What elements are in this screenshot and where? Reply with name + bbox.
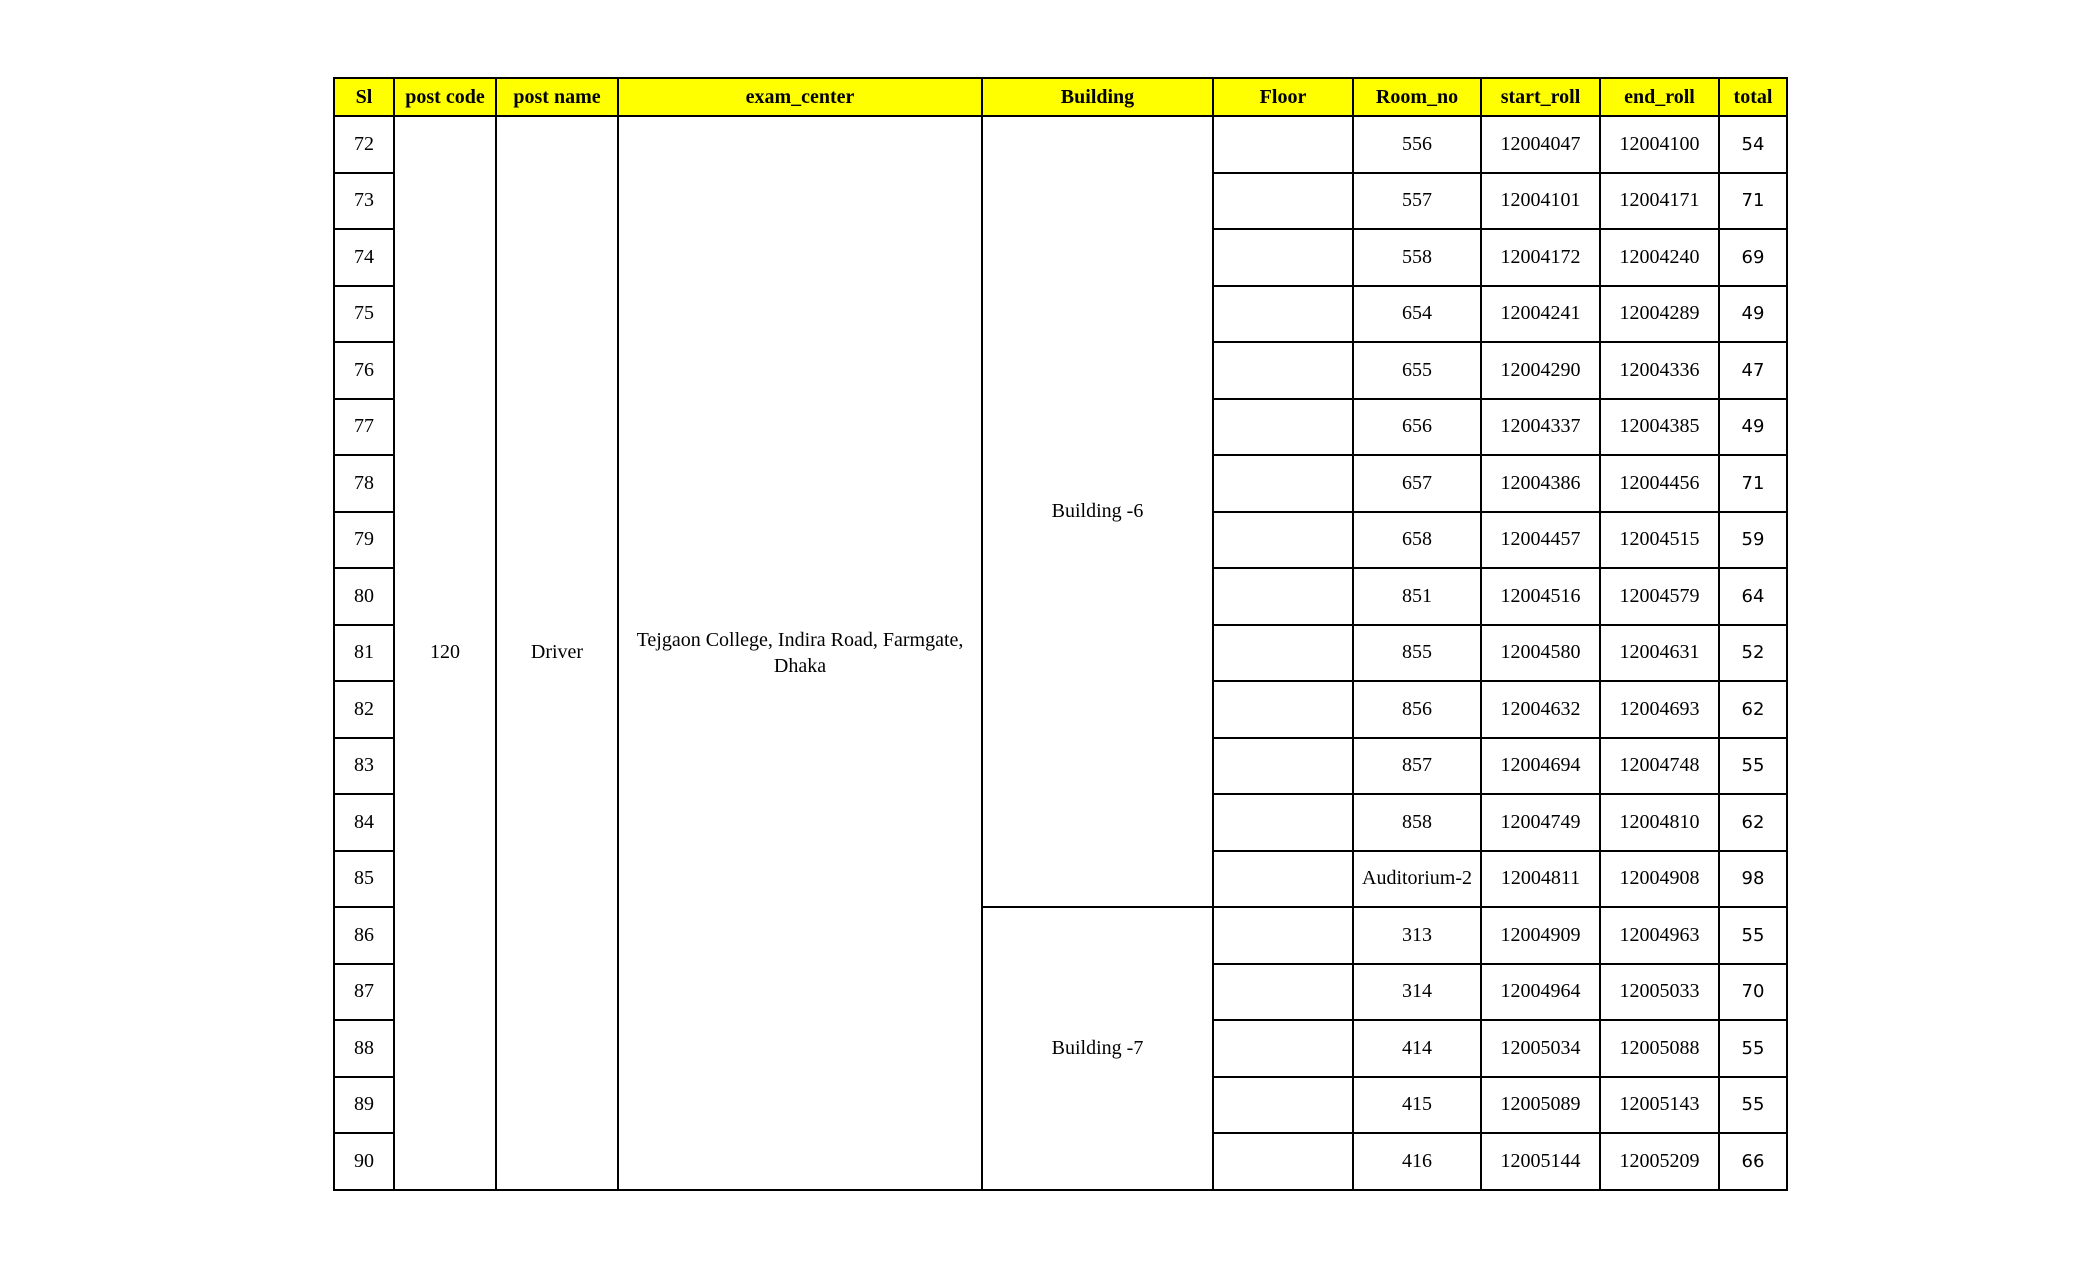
start-roll-cell: 12004516 bbox=[1481, 568, 1600, 625]
start-roll-cell: 12004101 bbox=[1481, 173, 1600, 230]
total-cell: 54 bbox=[1719, 116, 1787, 173]
header-room-no: Room_no bbox=[1353, 78, 1481, 116]
sl-cell: 75 bbox=[334, 286, 394, 343]
sl-cell: 82 bbox=[334, 681, 394, 738]
start-roll-cell: 12004694 bbox=[1481, 738, 1600, 795]
total-cell: 52 bbox=[1719, 625, 1787, 682]
end-roll-cell: 12004579 bbox=[1600, 568, 1719, 625]
room-no-cell: 415 bbox=[1353, 1077, 1481, 1134]
floor-cell bbox=[1213, 455, 1353, 512]
start-roll-cell: 12005034 bbox=[1481, 1020, 1600, 1077]
room-no-cell: 856 bbox=[1353, 681, 1481, 738]
room-no-cell: 654 bbox=[1353, 286, 1481, 343]
end-roll-cell: 12004240 bbox=[1600, 229, 1719, 286]
post-name-cell: Driver bbox=[496, 116, 618, 1190]
room-no-cell: 556 bbox=[1353, 116, 1481, 173]
building-cell: Building -6 bbox=[982, 116, 1213, 907]
room-no-cell: 855 bbox=[1353, 625, 1481, 682]
floor-cell bbox=[1213, 794, 1353, 851]
total-cell: 55 bbox=[1719, 738, 1787, 795]
total-cell: 70 bbox=[1719, 964, 1787, 1021]
sl-cell: 81 bbox=[334, 625, 394, 682]
room-no-cell: 857 bbox=[1353, 738, 1481, 795]
total-cell: 49 bbox=[1719, 399, 1787, 456]
post-code-cell: 120 bbox=[394, 116, 496, 1190]
room-no-cell: Auditorium-2 bbox=[1353, 851, 1481, 908]
sl-cell: 88 bbox=[334, 1020, 394, 1077]
header-end-roll: end_roll bbox=[1600, 78, 1719, 116]
room-no-cell: 414 bbox=[1353, 1020, 1481, 1077]
start-roll-cell: 12004580 bbox=[1481, 625, 1600, 682]
start-roll-cell: 12004964 bbox=[1481, 964, 1600, 1021]
floor-cell bbox=[1213, 625, 1353, 682]
header-post-code: post code bbox=[394, 78, 496, 116]
floor-cell bbox=[1213, 1020, 1353, 1077]
start-roll-cell: 12005089 bbox=[1481, 1077, 1600, 1134]
end-roll-cell: 12004336 bbox=[1600, 342, 1719, 399]
end-roll-cell: 12005033 bbox=[1600, 964, 1719, 1021]
floor-cell bbox=[1213, 568, 1353, 625]
total-cell: 98 bbox=[1719, 851, 1787, 908]
end-roll-cell: 12005143 bbox=[1600, 1077, 1719, 1134]
total-cell: 59 bbox=[1719, 512, 1787, 569]
header-total: total bbox=[1719, 78, 1787, 116]
floor-cell bbox=[1213, 342, 1353, 399]
sl-cell: 74 bbox=[334, 229, 394, 286]
sl-cell: 83 bbox=[334, 738, 394, 795]
total-cell: 71 bbox=[1719, 455, 1787, 512]
header-floor: Floor bbox=[1213, 78, 1353, 116]
total-cell: 49 bbox=[1719, 286, 1787, 343]
table-header bbox=[334, 78, 1787, 116]
total-cell: 66 bbox=[1719, 1133, 1787, 1190]
end-roll-cell: 12004289 bbox=[1600, 286, 1719, 343]
header-post-name: post name bbox=[496, 78, 618, 116]
end-roll-cell: 12004810 bbox=[1600, 794, 1719, 851]
start-roll-cell: 12004457 bbox=[1481, 512, 1600, 569]
total-cell: 62 bbox=[1719, 794, 1787, 851]
end-roll-cell: 12004631 bbox=[1600, 625, 1719, 682]
sl-cell: 78 bbox=[334, 455, 394, 512]
sl-cell: 86 bbox=[334, 907, 394, 964]
sl-cell: 89 bbox=[334, 1077, 394, 1134]
total-cell: 62 bbox=[1719, 681, 1787, 738]
total-cell: 71 bbox=[1719, 173, 1787, 230]
room-no-cell: 851 bbox=[1353, 568, 1481, 625]
total-cell: 55 bbox=[1719, 1020, 1787, 1077]
sl-cell: 84 bbox=[334, 794, 394, 851]
start-roll-cell: 12005144 bbox=[1481, 1133, 1600, 1190]
floor-cell bbox=[1213, 229, 1353, 286]
floor-cell bbox=[1213, 512, 1353, 569]
end-roll-cell: 12004693 bbox=[1600, 681, 1719, 738]
room-no-cell: 658 bbox=[1353, 512, 1481, 569]
end-roll-cell: 12004515 bbox=[1600, 512, 1719, 569]
floor-cell bbox=[1213, 964, 1353, 1021]
room-no-cell: 313 bbox=[1353, 907, 1481, 964]
room-no-cell: 558 bbox=[1353, 229, 1481, 286]
floor-cell bbox=[1213, 681, 1353, 738]
room-no-cell: 656 bbox=[1353, 399, 1481, 456]
floor-cell bbox=[1213, 851, 1353, 908]
room-no-cell: 416 bbox=[1353, 1133, 1481, 1190]
header-start-roll: start_roll bbox=[1481, 78, 1600, 116]
room-no-cell: 557 bbox=[1353, 173, 1481, 230]
sl-cell: 76 bbox=[334, 342, 394, 399]
header-building: Building bbox=[982, 78, 1213, 116]
total-cell: 55 bbox=[1719, 1077, 1787, 1134]
total-cell: 69 bbox=[1719, 229, 1787, 286]
total-cell: 47 bbox=[1719, 342, 1787, 399]
sl-cell: 77 bbox=[334, 399, 394, 456]
start-roll-cell: 12004337 bbox=[1481, 399, 1600, 456]
table-body bbox=[334, 116, 1787, 1190]
floor-cell bbox=[1213, 1077, 1353, 1134]
header-sl: Sl bbox=[334, 78, 394, 116]
end-roll-cell: 12004908 bbox=[1600, 851, 1719, 908]
floor-cell bbox=[1213, 173, 1353, 230]
total-cell: 55 bbox=[1719, 907, 1787, 964]
start-roll-cell: 12004632 bbox=[1481, 681, 1600, 738]
sl-cell: 79 bbox=[334, 512, 394, 569]
start-roll-cell: 12004811 bbox=[1481, 851, 1600, 908]
start-roll-cell: 12004047 bbox=[1481, 116, 1600, 173]
end-roll-cell: 12004963 bbox=[1600, 907, 1719, 964]
sl-cell: 72 bbox=[334, 116, 394, 173]
end-roll-cell: 12004385 bbox=[1600, 399, 1719, 456]
room-no-cell: 657 bbox=[1353, 455, 1481, 512]
end-roll-cell: 12004748 bbox=[1600, 738, 1719, 795]
start-roll-cell: 12004749 bbox=[1481, 794, 1600, 851]
end-roll-cell: 12004171 bbox=[1600, 173, 1719, 230]
end-roll-cell: 12004100 bbox=[1600, 116, 1719, 173]
floor-cell bbox=[1213, 286, 1353, 343]
total-cell: 64 bbox=[1719, 568, 1787, 625]
building-cell: Building -7 bbox=[982, 907, 1213, 1190]
start-roll-cell: 12004909 bbox=[1481, 907, 1600, 964]
end-roll-cell: 12004456 bbox=[1600, 455, 1719, 512]
room-no-cell: 655 bbox=[1353, 342, 1481, 399]
room-no-cell: 314 bbox=[1353, 964, 1481, 1021]
start-roll-cell: 12004386 bbox=[1481, 455, 1600, 512]
floor-cell bbox=[1213, 399, 1353, 456]
sl-cell: 90 bbox=[334, 1133, 394, 1190]
header-row bbox=[334, 78, 1787, 116]
end-roll-cell: 12005209 bbox=[1600, 1133, 1719, 1190]
exam-center-cell: Tejgaon College, Indira Road, Farmgate, Dhaka bbox=[618, 116, 982, 1190]
room-no-cell: 858 bbox=[1353, 794, 1481, 851]
floor-cell bbox=[1213, 907, 1353, 964]
sl-cell: 87 bbox=[334, 964, 394, 1021]
sl-cell: 80 bbox=[334, 568, 394, 625]
seat-plan-table bbox=[333, 77, 1788, 1191]
floor-cell bbox=[1213, 116, 1353, 173]
table-row bbox=[334, 116, 1787, 173]
start-roll-cell: 12004241 bbox=[1481, 286, 1600, 343]
header-exam-center: exam_center bbox=[618, 78, 982, 116]
sl-cell: 85 bbox=[334, 851, 394, 908]
end-roll-cell: 12005088 bbox=[1600, 1020, 1719, 1077]
start-roll-cell: 12004290 bbox=[1481, 342, 1600, 399]
floor-cell bbox=[1213, 1133, 1353, 1190]
floor-cell bbox=[1213, 738, 1353, 795]
start-roll-cell: 12004172 bbox=[1481, 229, 1600, 286]
sl-cell: 73 bbox=[334, 173, 394, 230]
